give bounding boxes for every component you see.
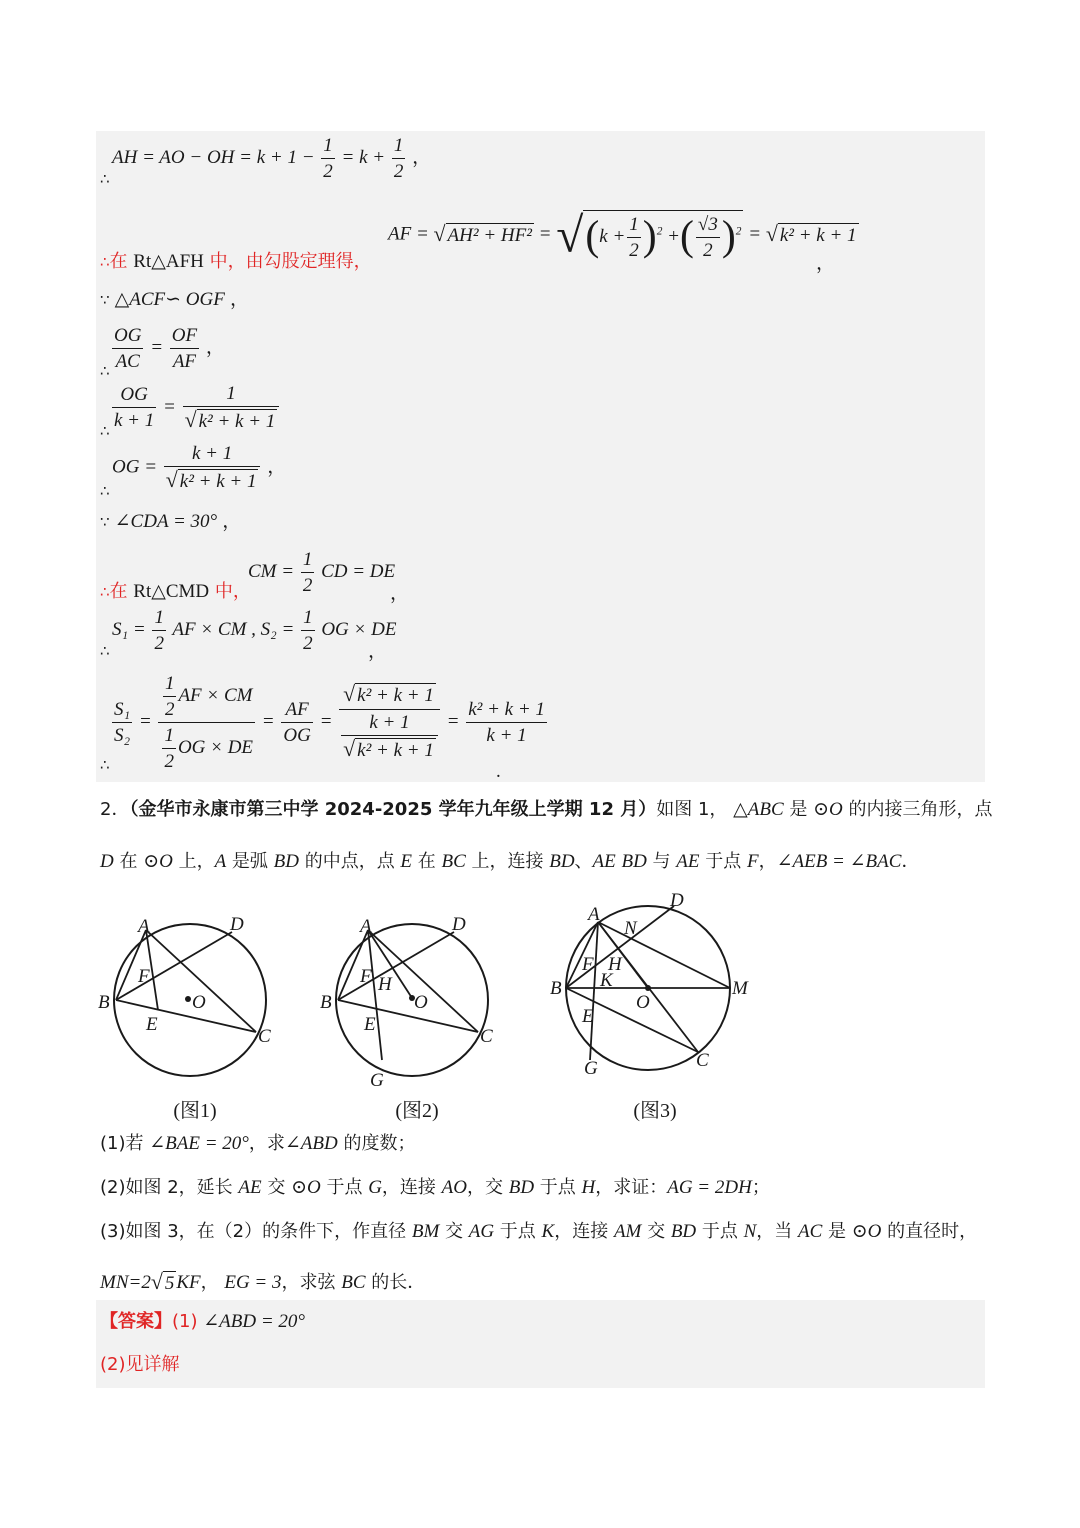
math-run: ∠AEB = ∠BAC: [776, 851, 902, 872]
text-run: 于点: [320, 1177, 369, 1198]
label: O: [414, 992, 428, 1013]
og-value: OG = $\frac{k + 1}{\text{√ k² + k + 1}}$ ，: [112, 443, 287, 492]
label: C: [696, 1050, 709, 1071]
equation-af: AF = √ AH² + HF² = √(k + $\frac{1}{2}$ )$^2$ +( $\frac{√3}{2}$ )$^2$ = √ k² + k + 1: [388, 207, 857, 263]
math-run: ∠ABD: [284, 1133, 338, 1154]
math-run: BD: [549, 851, 575, 872]
math-run: F: [746, 851, 759, 872]
text-run: ，: [758, 851, 777, 872]
segment: [116, 930, 146, 1000]
answer-line-2: (2)见详解: [100, 1354, 180, 1375]
segment: [146, 930, 256, 1032]
problem-source: （金华市永康市第三中学 2024-2025 学年九年级上学期 12 月）: [129, 799, 657, 820]
text-run: 、: [574, 851, 593, 872]
label: M: [732, 978, 748, 999]
math-run: BD: [670, 1221, 697, 1242]
math-run: BC: [441, 851, 466, 872]
label: E: [582, 1006, 594, 1027]
equation-ah: AH = AO − OH = k + 1 − $\frac{1}{2}$ = k + $\frac{1}{2}$ ，: [112, 135, 432, 182]
segment: [116, 932, 232, 1000]
text-run: 于点: [699, 851, 747, 872]
text-run: ，求证：: [595, 1177, 668, 1198]
problem-line-1: 2．（金华市永康市第三中学 2024-2025 学年九年级上学期 12 月）如图 1， △ABC 是 ⊙O 的内接三角形，点: [100, 799, 993, 820]
text-run: 上，: [172, 851, 215, 872]
math-run: BD: [621, 851, 647, 872]
figure-1: [96, 910, 286, 1094]
segment: [338, 930, 368, 1000]
label: A: [588, 904, 600, 925]
segment: [116, 1000, 256, 1032]
text-run: 交: [439, 1221, 469, 1242]
figure-3-caption: (图3): [633, 1100, 677, 1122]
label: K: [600, 970, 613, 991]
text-run: (1)若: [100, 1133, 150, 1154]
similar-triangles: △ACF∽ OGF: [114, 289, 225, 310]
text-run: ；: [751, 1177, 770, 1198]
solution-line-3: ∵ △ACF∽ OGF ，: [100, 289, 249, 310]
text-run: ，当: [756, 1221, 799, 1242]
therefore-symbol: ∴: [100, 170, 110, 188]
label: B: [98, 992, 110, 1013]
answer-tag: 【答案】: [100, 1311, 172, 1332]
math-run: N: [743, 1221, 757, 1242]
text-run: 是弧: [226, 851, 274, 872]
math-run: AG = 2DH: [667, 1177, 752, 1198]
text-run: 上，连接: [465, 851, 550, 872]
area-expressions: S₁ = $\frac{1}{2}$ AF × CM , S₂ = $\frac{1}{2}$ OG × DE: [112, 607, 397, 654]
text-run: ，连接: [554, 1221, 614, 1242]
text-run: (2)如图 2，延长: [100, 1177, 239, 1198]
text-run: 于点: [696, 1221, 744, 1242]
text-run: 在: [113, 851, 144, 872]
cm-equation: CM = $\frac{1}{2}$ CD = DE: [248, 549, 396, 596]
segment: [338, 1000, 478, 1032]
label: F: [138, 966, 150, 987]
math-run: G: [368, 1177, 382, 1198]
question-1: [100, 1134, 415, 1153]
text-run: 的度数；: [337, 1133, 416, 1154]
figure-3: [546, 884, 766, 1088]
label: H: [378, 974, 392, 995]
angle-cda: ∠CDA = 30°: [114, 511, 218, 532]
text-run: 是: [822, 1221, 852, 1242]
label: G: [370, 1070, 384, 1090]
label: D: [230, 914, 244, 935]
label: E: [364, 1014, 376, 1035]
math-run: BM: [411, 1221, 440, 1242]
answer-line-1: 【答案】(1) ∠ABD = 20°: [100, 1311, 306, 1332]
question-3: [100, 1222, 977, 1241]
label: F: [360, 966, 372, 987]
math-run: H: [581, 1177, 596, 1198]
label: O: [636, 992, 650, 1013]
math-run: AE: [238, 1177, 262, 1198]
text-run: ，交: [466, 1177, 509, 1198]
rt-cmd-statement: ∴在 Rt△CMD 中，: [100, 581, 251, 602]
label: A: [138, 916, 150, 937]
label: F: [582, 954, 594, 975]
figure-2-caption: (图2): [395, 1100, 439, 1122]
segment: [590, 922, 598, 1060]
label: E: [146, 1014, 158, 1035]
text-run: ，连接: [381, 1177, 442, 1198]
text-run: 于点: [534, 1177, 582, 1198]
pythagoras-statement: ∴在 Rt△AFH 中，由勾股定理得，: [100, 251, 372, 272]
figure-2: [318, 910, 508, 1094]
math-run: AE: [676, 851, 700, 872]
text-run: ．: [901, 851, 920, 872]
math-run: AO: [441, 1177, 467, 1198]
text-run: 于点: [494, 1221, 542, 1242]
math-run: A: [214, 851, 227, 872]
segment: [566, 906, 674, 988]
label: D: [670, 890, 684, 911]
label: G: [584, 1058, 598, 1079]
label: C: [258, 1026, 271, 1047]
text-run: ，求: [248, 1133, 285, 1154]
math-run: E: [400, 851, 413, 872]
figure-1-caption: (图1): [173, 1100, 217, 1122]
math-run: BD: [508, 1177, 535, 1198]
fraction-half: $\frac{1}{2}$: [323, 135, 333, 182]
math-run: AM: [613, 1221, 642, 1242]
question-3-continued: MN=2√ 5 KF， EG = 3，求弦 BC 的长．: [100, 1270, 426, 1294]
text-run: 的直径时，: [881, 1221, 978, 1242]
solution-line-7: ∵ ∠CDA = 30° ，: [100, 511, 242, 532]
math-run: AC: [798, 1221, 823, 1242]
math-run: D: [100, 851, 114, 872]
text-run: 与: [646, 851, 677, 872]
ratio-equation: $\frac{OG}{AC}$ = $\frac{OF}{AF}$ ，: [114, 325, 225, 372]
label: N: [624, 918, 637, 939]
label: O: [192, 992, 206, 1013]
math-run: K: [541, 1221, 555, 1242]
math-run: AG: [468, 1221, 495, 1242]
text-run: 的中点，点: [298, 851, 401, 872]
label: H: [608, 954, 622, 975]
label: B: [320, 992, 332, 1013]
math-run: ⊙O: [291, 1177, 321, 1198]
label: C: [480, 1026, 493, 1047]
og-ratio: $\frac{OG}{k + 1}$ = $\frac{1}{\text{√ k² + k + 1}}$: [110, 384, 281, 432]
math-run: ⊙O: [851, 1221, 882, 1242]
text-run: (3)如图 3，在（2）的条件下，作直径: [100, 1221, 412, 1242]
fraction-half: $\frac{1}{2}$: [393, 135, 404, 182]
center-point: [185, 996, 191, 1002]
text-run: 交: [261, 1177, 292, 1198]
text-run: 在: [412, 851, 442, 872]
math-run: ⊙O: [143, 851, 173, 872]
text-run: 交: [641, 1221, 671, 1242]
question-2: [100, 1178, 770, 1197]
math-run: BD: [273, 851, 299, 872]
math-run: AE: [592, 851, 616, 872]
segment: [338, 932, 454, 1000]
math-run: ∠BAE = 20°: [149, 1133, 249, 1154]
problem-line-2: [100, 852, 919, 871]
label: B: [550, 978, 562, 999]
label: A: [360, 916, 372, 937]
label: D: [452, 914, 466, 935]
area-ratio: $\frac{\text{S₁}}{\text{S₂}}$ = $\frac{1}{2}$ AF × CM $\frac{1}{2}$ OG × DE = $\frac{AF}{OG}$ = $\frac{\text{√ k² + k + 1}}{\frac{k + 1}{\text{√ k² + k + 1}}}$ = $\frac{\text{k² + k + 1}}{k + 1}$: [114, 673, 545, 772]
center-point: [645, 985, 651, 991]
